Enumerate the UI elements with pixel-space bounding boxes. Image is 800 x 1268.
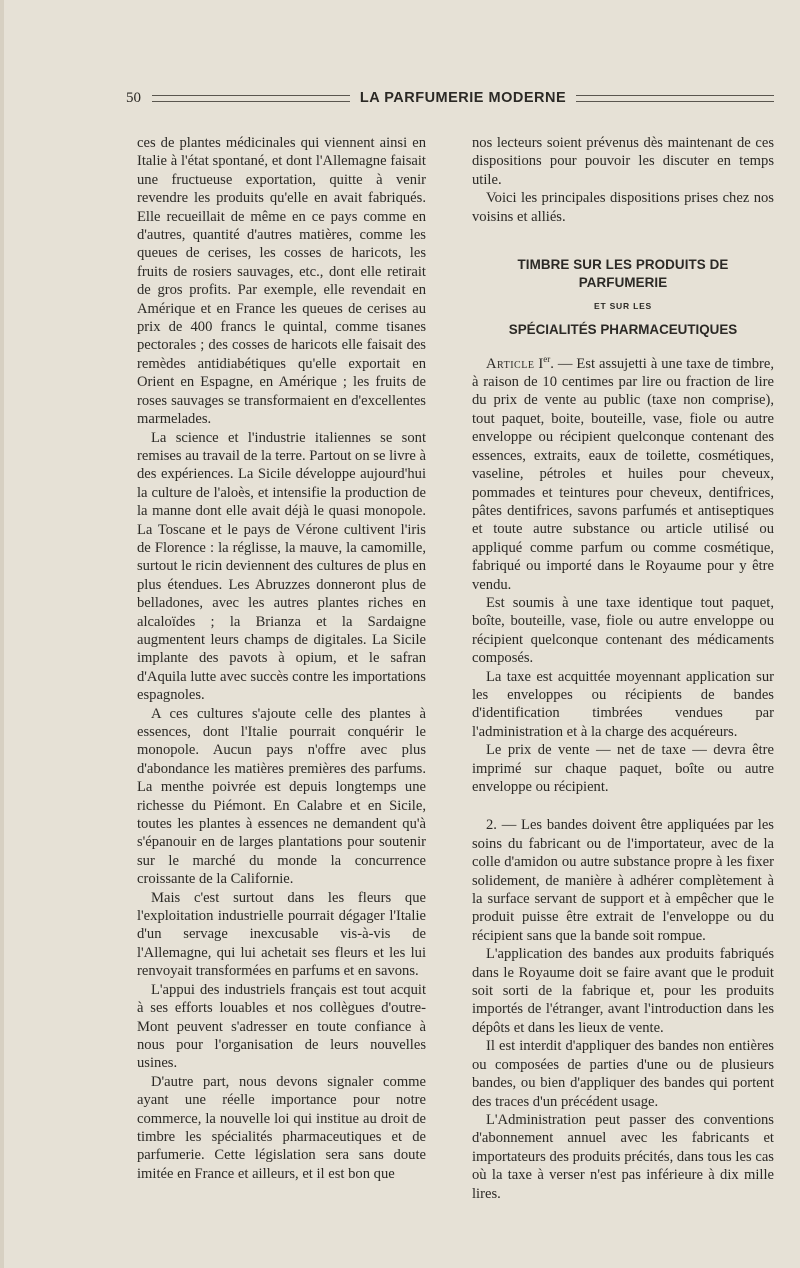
left-column [137,134,426,1183]
article-1 [472,355,774,594]
paragraph: L'appui des industriels français est tout acquit à ses efforts louables et nos collègues d'outre-Mont peuvent s'adresser en toute confiance à nous pour l'organisation de leurs nouvelles usines. [137,981,426,1072]
journal-title: LA PARFUMERIE MODERNE [359,90,567,106]
paragraph: Le prix de vente — net de taxe — devra être imprimé sur chaque paquet, boîte ou autre enveloppe ou récipient. [472,742,774,795]
paragraph: L'Administration peut passer des conventions d'abonnement annuel avec les fabricants et importateurs des produits précités, dans tous les cas où la taxe à verser n'est pas inférieure à dix mille lires. [472,1111,774,1202]
article-number: I [538,355,544,372]
article-label: Article [486,355,535,372]
paragraph: A ces cultures s'ajoute celle des plantes à essences, dont l'Italie pourrait conquérir le monopole. Aucun pays n'offre avec plus d'abondance les matières premières des parfums. La menthe poivrée est depuis longtemps une richesse du Piémont. En Calabre et en Sicile, toutes les plantes à essences ne demandent qu'à s'épanouir en de larges plantations pour soutenir sur le marché du monde la concurrence croissante de la Californie. [137,705,426,888]
article-text: . — Est assujetti à une taxe de timbre, à raison de 10 centimes par lire ou fraction de lire du prix de vente au public (taxe non comprise), tout paquet, boite, bouteille, vase, fiole ou autre enveloppe ou récipient quelconque contenant des essences, extraits, eaux de toilette, cosmétiques, vaseline, pétroles et huiles pour cheveux, pommades et teintures pour cheveux, dentifrices, pâtes dentifrices, savons parfumés et antiseptiques et toute autre substance ou article utilisé ou appliqué comme parfum ou comme cosmétique, fabriqué ou importé dans le Royaume pour y être vendu. [472,355,775,593]
section-subtitle: ET SUR LES [593,300,653,311]
paragraph: ces de plantes médicinales qui viennent ainsi en Italie à l'état spontané, et dont l'Allemagne faisait une fructueuse exportation, quitte à venir revendre les produits qu'elle en avait fabriqués. Elle recueillait de même en ce pays comme en d'autres, quantité d'autres matières, comme les queues de cerises, les cosses de haricots, les fruits de rosiers sauvages, etc., dont elle retirait de gros profits. Par exemple, elle revendait en Amérique et en France les queues de cerises au prix de 400 francs le quintal, comme tisanes pectorales ; des cosses de haricots elle faisait des remèdes antidiabétiques qu'elle exportait en Orient en Espagne, en Amérique ; les fruits de roses sauvages se transformaient en d'excellentes marmelades. [137,135,426,428]
paragraph: L'application des bandes aux produits fabriqués dans le Royaume doit se faire avant que le produit soit sorti de la fabrique et, pour les produits importés de l'étranger, avant l'introduction dans les dépôts et dans les lieux de vente. [472,946,774,1036]
paragraph: Mais c'est surtout dans les fleurs que l'exploitation industrielle pourrait dégager l'Italie d'un servage inexcusable vis-à-vis de l'Allemagne, qui lui achetait ses fleurs et les lui renvoyait transformées en parfums et en savons. [137,889,426,980]
paragraph: Voici les principales dispositions prises chez nos voisins et alliés. [472,190,774,225]
header-rule-right [576,95,774,102]
paragraph: D'autre part, nous devons signaler comme ayant une réelle importance pour notre commerce, la nouvelle loi qui institue au droit de timbre les spécialités pharmaceutiques et de parfumerie. Cette législation sera sans doute imitée en France et ailleurs, et il est bon que [137,1073,426,1182]
page-edge [0,0,4,1268]
paragraph: La science et l'industrie italiennes se sont remises au travail de la terre. Partout on se livre à des expériences. La Sicile développe aujourd'hui la culture de l'aloès, et intensifie la production de la manne dont elle avait déjà le quasi monopole. La Toscane et le pays de Vérone cultivent l'iris de Florence : la réglisse, la mauve, la camomille, surtout le ricin deviennent des cultures de plus en plus étendues. Les Abruzzes donneront plus de belladones, avec les autres plantes riches en alcaloïdes ; la Brianza et la Sardaigne augmentent leurs champs de digitales. La Sicile implante des pavots à opium, et le safran d'Aquila lutte avec succès contre les importations espagnoles. [137,429,426,704]
paragraph: 2. — Les bandes doivent être appliquées par les soins du fabricant ou de l'importateur, avec de la colle d'amidon ou autre substance propre à les fixer solidement, de manière à adhérer complètement à la surface servant de support et à empêcher que le produit puisse être extrait de l'enveloppe ou du récipient sans que la bande soit rompue. [472,817,774,944]
section-title-2: SPÉCIALITÉS PHARMACEUTIQUES [508,322,738,338]
paragraph: Il est interdit d'appliquer des bandes non entières ou composées de parties d'une ou de plusieurs bandes, ou bien d'appliquer des bandes qui portent des traces d'un précédent usage. [472,1038,774,1110]
running-header [126,88,774,108]
page-number: 50 [126,89,141,106]
spacer [472,796,774,816]
paragraph: La taxe est acquittée moyennant application sur les enveloppes ou récipients de bandes d'identification timbrées vendues par l'administration et à la charge des acquéreurs. [472,668,774,740]
header-rule-left [152,95,350,102]
paragraph: Est soumis à une taxe identique tout paquet, boîte, bouteille, vase, fiole ou autre enveloppe ou récipient quelconque contenant des médicaments composés. [472,594,774,667]
section-title: TIMBRE SUR LES PRODUITS DE PARFUMERIE [517,257,729,291]
paragraph: nos lecteurs soient prévenus dès maintenant de ces dispositions pour pouvoir les discuter en temps utile. [472,135,774,188]
article-number-sup: er [543,353,551,364]
right-column [472,134,774,1203]
